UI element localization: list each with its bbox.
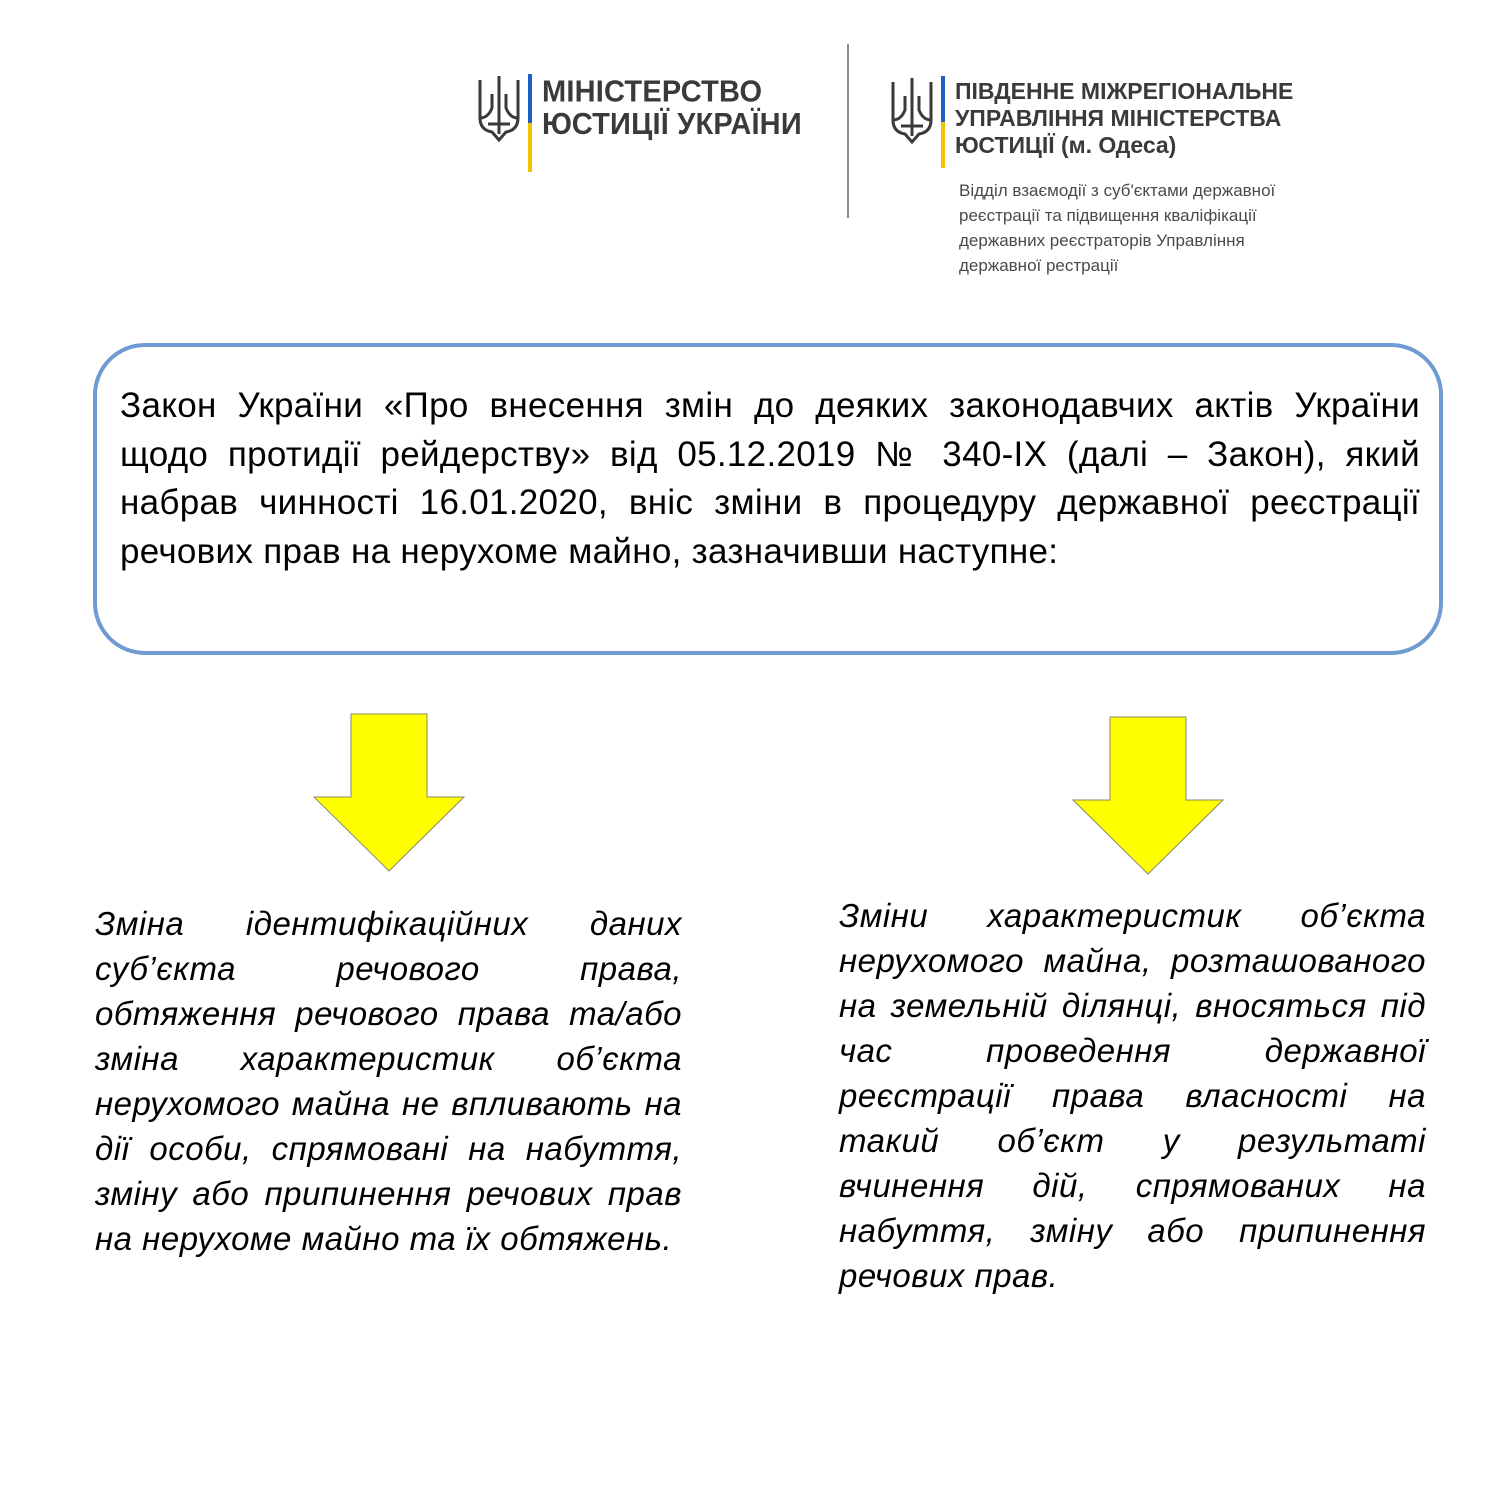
regional-logo	[889, 76, 1293, 168]
flag-bar	[528, 74, 532, 172]
down-arrow-icon	[313, 713, 465, 873]
ministry-name-line1: МІНІСТЕРСТВО	[542, 75, 763, 109]
right-item-text: Зміни характеристик об’єкта нерухомого майна, розташованого на земельній ділянці, вносяться під час проведення державної реєстрації права власності на такий об’єкт у результаті вчинення дій, спрямованих на набуття, зміну або припинення речових прав.	[839, 897, 1426, 1294]
left-item-text: Зміна ідентифікаційних даних суб’єкта речового права, обтяження речового права та/або зміна характеристик об’єкта нерухомого майна не впливають на дії особи, спрямовані на набуття, зміну або припинення речових прав на нерухоме майно та їх обтяжень.	[95, 905, 682, 1257]
regional-office-name	[955, 78, 1293, 159]
intro-text: Закон України «Про внесення змін до деяких законодавчих актів України щодо протидії рейдерству» від 05.12.2019 № 340-ІХ (далі – Закон), який набрав чинності 16.01.2020, вніс зміни в процедуру державної реєстрації речових прав на нерухоме майно, зазначивши наступне:	[120, 386, 1420, 571]
department-line3: державних реєстраторів Управління	[959, 231, 1245, 250]
trident-icon	[889, 76, 935, 148]
regional-name-line3: ЮСТИЦІЇ (м. Одеса)	[955, 132, 1177, 158]
header-divider	[847, 44, 849, 218]
department-line4: державної рестрації	[959, 256, 1119, 275]
down-arrow-icon	[1072, 716, 1224, 876]
ministry-name-line2: ЮСТИЦІЇ УКРАЇНИ	[542, 107, 802, 142]
flag-bar	[941, 76, 945, 168]
trident-icon	[476, 74, 522, 146]
ministry-name	[542, 76, 802, 141]
department-line2: реєстрації та підвищення кваліфікації	[959, 206, 1257, 225]
ministry-logo	[476, 74, 802, 172]
department-line1: Відділ взаємодії з суб'єктами державної	[959, 181, 1276, 200]
department-name	[959, 178, 1379, 278]
regional-name-line1: ПІВДЕННЕ МІЖРЕГІОНАЛЬНЕ	[955, 78, 1294, 104]
regional-name-line2: УПРАВЛІННЯ МІНІСТЕРСТВА	[955, 105, 1282, 131]
